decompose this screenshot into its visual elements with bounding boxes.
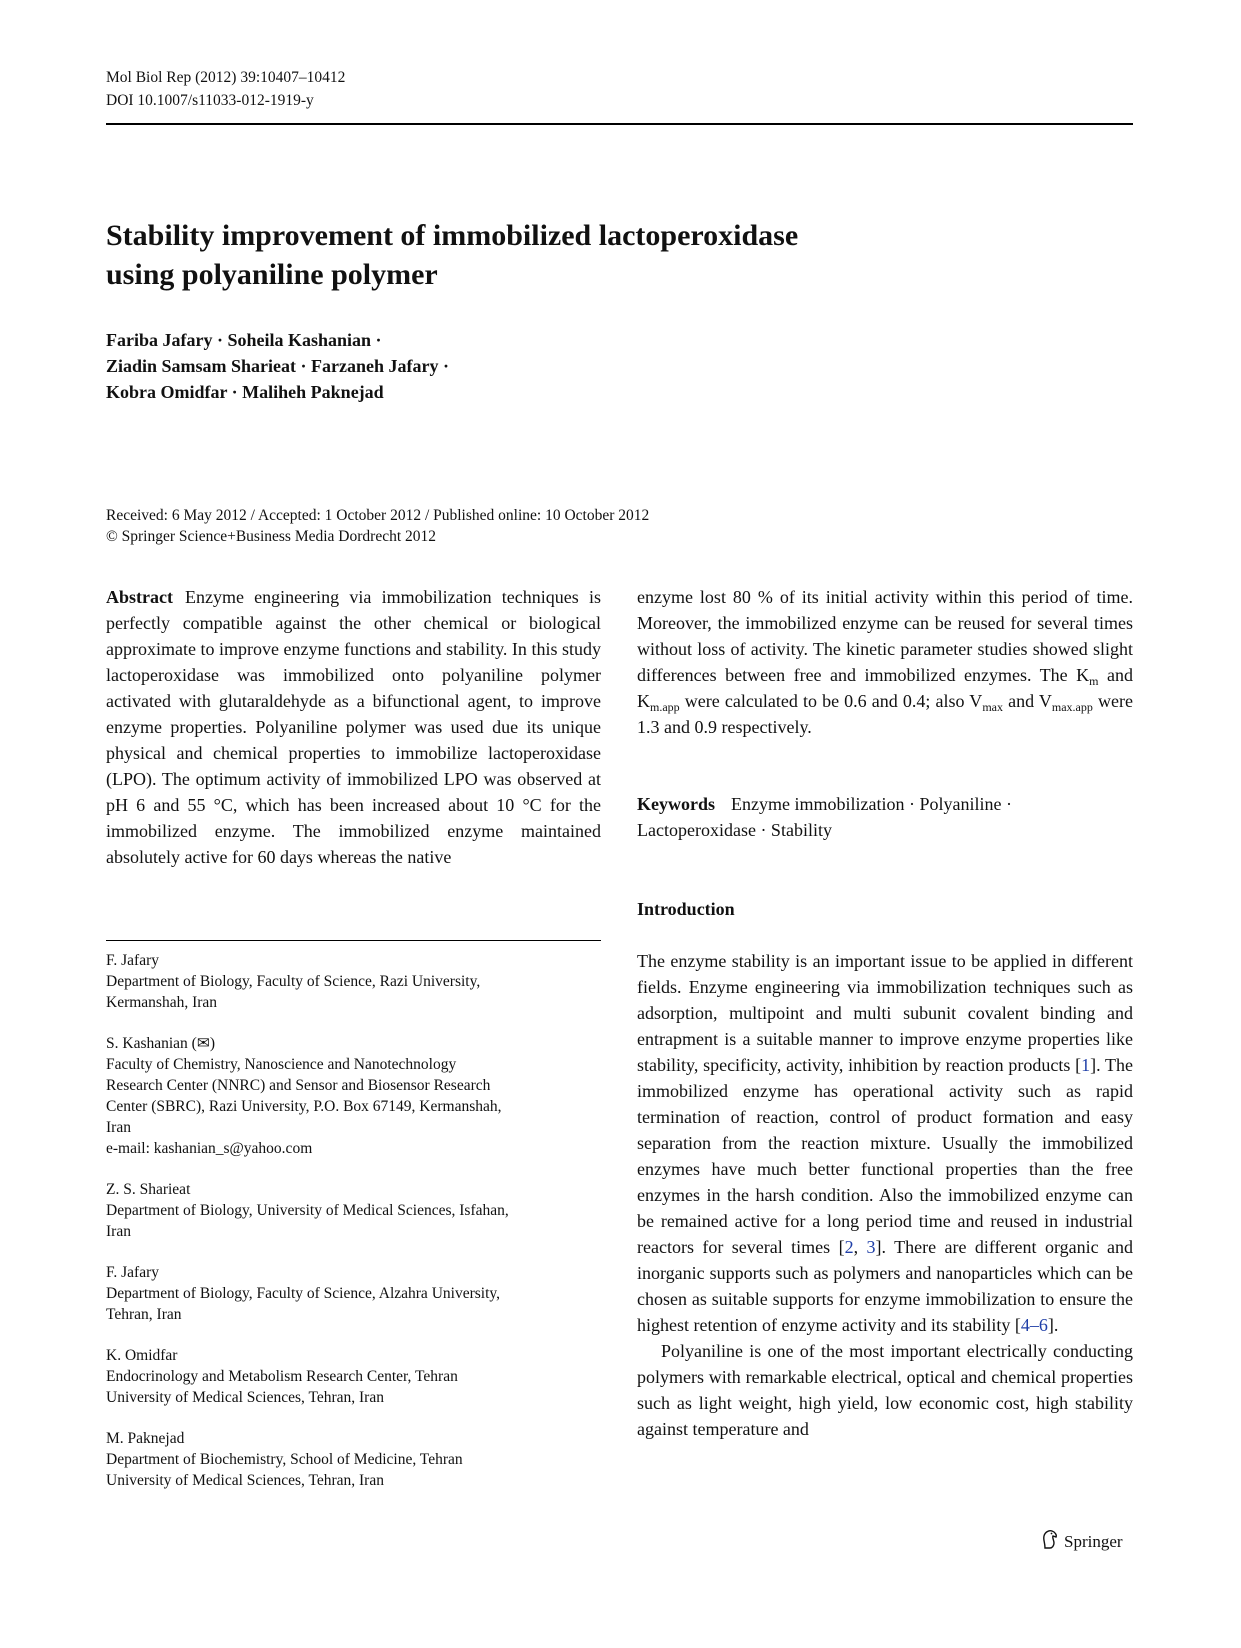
abstract-text: Enzyme engineering via immobilization techniques is perfectly compatible against the other chemical or biological approximate to improve enzyme functions and stability. In this study lactoperoxidase was immobilized onto polyaniline polymer activated with glutaraldehyde as a bifunctional agent, to improve enzyme properties. Polyaniline polymer was used due its unique physical and chemical properties to immobilize lactoperoxidase (LPO). The optimum activity of immobilized LPO was observed at pH 6 and 55 °C, which has been increased about 10 °C for the immobilized enzyme. The immobilized enzyme maintained absolutely active for 60 days whereas the native — [106, 587, 601, 867]
citation-link[interactable]: 3 — [866, 1237, 876, 1257]
affiliation-line: Department of Biology, Faculty of Science, Razi University, — [106, 973, 481, 990]
intro-text: ]. The immobilized enzyme has operational activity such as rapid termination of reaction, control of product formation and easy separation from the reaction mixture. Usually the immobilized enzymes have much better functional properties than the free enzymes in the harsh condition. Also the immobilized enzyme can be remained active for a long period time and reused in industrial reactors for several times [ — [637, 1055, 1133, 1257]
publication-dates — [106, 505, 649, 547]
affiliation — [106, 1428, 601, 1491]
affiliation — [106, 1345, 601, 1408]
affiliations — [106, 950, 601, 1511]
intro-paragraph-1 — [637, 948, 1133, 1338]
date-history: Received: 6 May 2012 / Accepted: 1 October 2012 / Published online: 10 October 2012 — [106, 507, 650, 524]
affiliation-line: Tehran, Iran — [106, 1306, 182, 1323]
journal-citation: Mol Biol Rep (2012) 39:10407–10412 — [106, 69, 346, 86]
vmax-subscript: max — [982, 700, 1003, 714]
abstract-cont-text: were 1.3 and 0.9 respectively. — [637, 691, 1133, 737]
affiliation-line: University of Medical Sciences, Tehran, Iran — [106, 1389, 384, 1406]
intro-paragraph-2: Polyaniline is one of the most important electrically conducting polymers with remarkable electrical, optical and chemical properties such as light weight, high yield, low economic cost, high stability against temperature and — [637, 1341, 1133, 1439]
affiliation-name: F. Jafary — [106, 1264, 159, 1281]
affiliation-line: University of Medical Sciences, Tehran, Iran — [106, 1472, 384, 1489]
affiliation — [106, 1262, 601, 1325]
author-list — [106, 327, 449, 405]
affiliation-line: Kermanshah, Iran — [106, 994, 218, 1011]
keywords-text: Enzyme immobilization · Polyaniline · Lactoperoxidase · Stability — [637, 794, 1012, 840]
keywords — [637, 791, 1133, 843]
publisher-name: Springer — [1064, 1532, 1123, 1551]
citation-link[interactable]: 4–6 — [1020, 1315, 1048, 1335]
intro-text: , — [853, 1237, 867, 1257]
title-line-1: Stability improvement of immobilized lactoperoxidase — [106, 219, 799, 252]
km-subscript: m — [1089, 674, 1099, 688]
journal-header — [106, 66, 345, 112]
intro-text: ]. There are different organic and inorganic supports such as polymers and nanoparticles which can be chosen as suitable supports for enzyme immobilization to ensure the highest retention of enzyme activity and its stability [ — [637, 1237, 1133, 1335]
abstract — [106, 584, 601, 870]
abstract-continued — [637, 584, 1133, 740]
title-line-2: using polyaniline polymer — [106, 258, 438, 291]
affiliation-name: M. Paknejad — [106, 1430, 185, 1447]
citation-link[interactable]: 2 — [844, 1237, 854, 1257]
affiliation-name: F. Jafary — [106, 952, 159, 969]
affiliation-line: Department of Biochemistry, School of Medicine, Tehran — [106, 1451, 463, 1468]
publisher-footer — [1040, 1528, 1123, 1556]
affiliation-line: Department of Biology, Faculty of Science, Alzahra University, — [106, 1285, 500, 1302]
citation-link[interactable]: 1 — [1081, 1055, 1091, 1075]
authors-line-2: Ziadin Samsam Sharieat · Farzaneh Jafary · — [106, 356, 450, 376]
article-title — [106, 216, 1106, 294]
abstract-cont-text: and V — [1002, 691, 1052, 711]
abstract-cont-text: enzyme lost 80 % of its initial activity within this period of time. Moreover, the immobilized enzyme can be reused for several times without loss of activity. The kinetic parameter studies showed slight differences between free and immobilized enzymes. The K — [637, 587, 1133, 685]
affiliation-divider — [106, 940, 601, 941]
keywords-label: Keywords — [637, 794, 715, 814]
introduction-body — [637, 948, 1133, 1442]
vmaxapp-subscript: max.app — [1051, 700, 1093, 714]
affiliation-line: Endocrinology and Metabolism Research Center, Tehran — [106, 1368, 458, 1385]
authors-line-3: Kobra Omidfar · Maliheh Paknejad — [106, 382, 384, 402]
affiliation-line: Iran — [106, 1119, 131, 1136]
email-link[interactable]: e-mail: kashanian_s@yahoo.com — [106, 1140, 313, 1157]
affiliation-line: Iran — [106, 1223, 131, 1240]
header-divider — [106, 123, 1133, 125]
affiliation-line: Department of Biology, University of Medical Sciences, Isfahan, — [106, 1202, 509, 1219]
intro-text: ]. — [1047, 1315, 1059, 1335]
authors-line-1: Fariba Jafary · Soheila Kashanian · — [106, 330, 382, 350]
abstract-cont-text: and K — [637, 665, 1133, 711]
journal-doi: DOI 10.1007/s11033-012-1919-y — [106, 92, 314, 109]
affiliation-line: Center (SBRC), Razi University, P.O. Box 67149, Kermanshah, — [106, 1098, 502, 1115]
intro-text: The enzyme stability is an important issue to be applied in different fields. Enzyme engineering via immobilization techniques such as adsorption, multipoint and multi subunit covalent binding and entrapment is a suitable manner to improve enzyme properties like stability, specificity, activity, inhibition by reaction products [ — [637, 951, 1133, 1075]
affiliation-line: Research Center (NNRC) and Sensor and Biosensor Research — [106, 1077, 491, 1094]
affiliation — [106, 950, 601, 1013]
introduction-heading: Introduction — [637, 899, 735, 919]
affiliation-name: K. Omidfar — [106, 1347, 178, 1364]
springer-horse-icon — [1040, 1528, 1060, 1556]
affiliation-name: Z. S. Sharieat — [106, 1181, 191, 1198]
abstract-label: Abstract — [106, 587, 173, 607]
kmapp-subscript: m.app — [650, 700, 680, 714]
affiliation — [106, 1179, 601, 1242]
affiliation — [106, 1033, 601, 1159]
copyright: © Springer Science+Business Media Dordrecht 2012 — [106, 528, 437, 545]
abstract-cont-text: were calculated to be 0.6 and 0.4; also V — [679, 691, 983, 711]
affiliation-name: S. Kashanian (✉) — [106, 1035, 215, 1052]
affiliation-line: Faculty of Chemistry, Nanoscience and Nanotechnology — [106, 1056, 457, 1073]
